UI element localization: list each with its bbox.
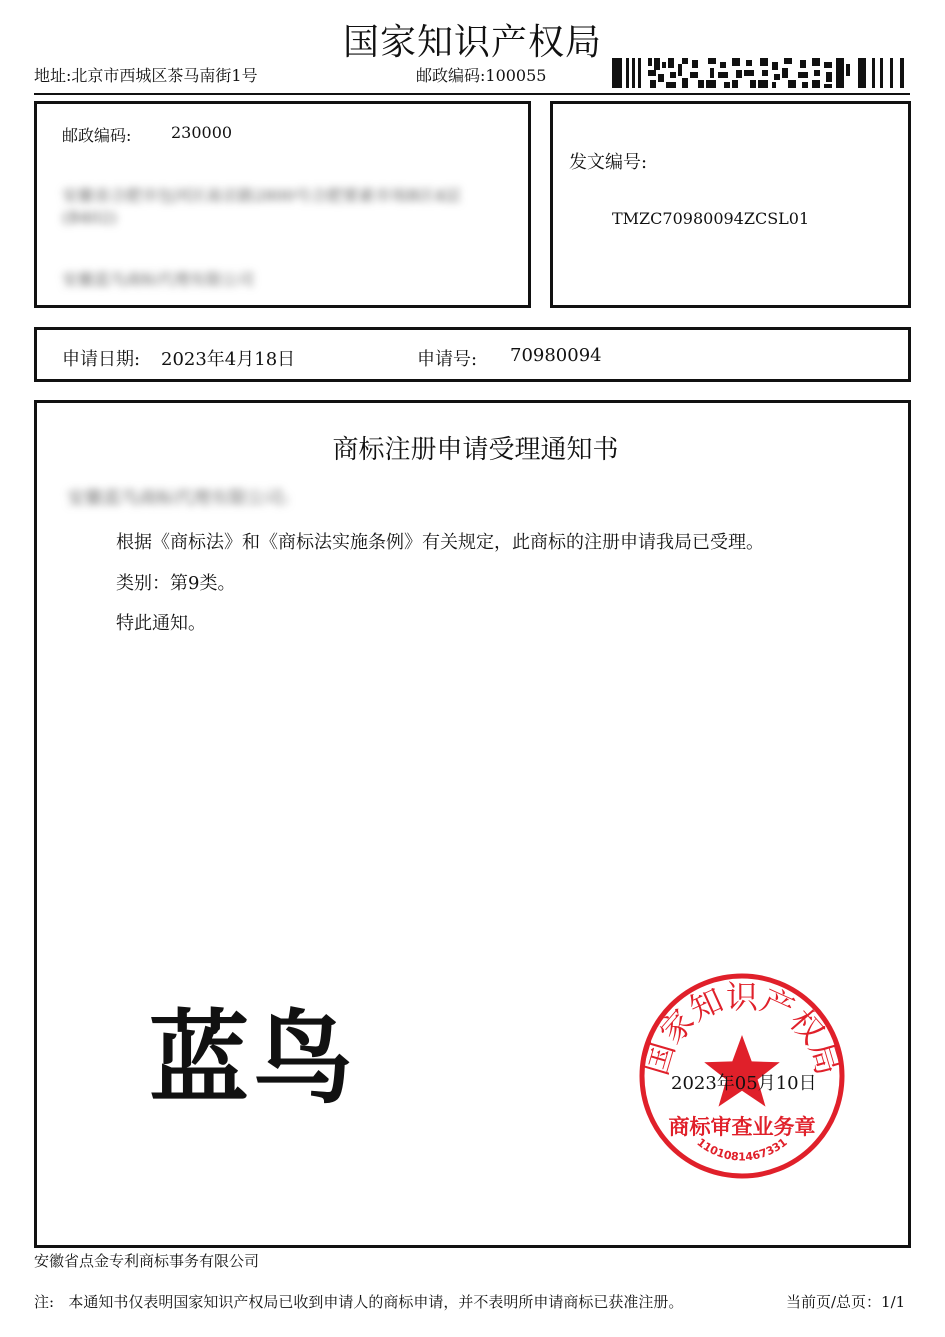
header-divider	[34, 93, 910, 95]
office-postcode: 邮政编码:100055	[416, 66, 547, 85]
notice-addressee: 安徽蓝鸟商标代理有限公司:	[67, 488, 290, 509]
notice-category: 类别：第9类。	[116, 573, 236, 594]
notice-date: 2023年05月10日	[671, 1073, 817, 1094]
document-number-box	[550, 101, 911, 308]
notice-title: 商标注册申请受理通知书	[332, 435, 619, 465]
application-date-label: 申请日期:	[62, 349, 141, 370]
barcode-image	[612, 58, 908, 88]
recipient-address-line2: (B402)	[62, 208, 117, 227]
seal-top-text: 国家知识产权局	[637, 978, 847, 1080]
seal-code: 1101081467331	[694, 1135, 790, 1164]
document-number-value: TMZC70980094ZCSL01	[612, 209, 810, 228]
notice-box	[34, 400, 911, 1248]
office-title: 国家知识产权局	[342, 22, 602, 63]
recipient-postcode-label: 邮政编码:	[62, 126, 132, 145]
application-number-value: 70980094	[510, 345, 602, 366]
notice-closing: 特此通知。	[116, 613, 206, 634]
recipient-box	[34, 101, 531, 308]
trademark-image: 蓝鸟	[149, 999, 357, 1117]
recipient-company: 安徽蓝鸟商标代理有限公司	[62, 270, 255, 289]
agency-name: 安徽省点金专利商标事务有限公司	[34, 1252, 260, 1270]
application-number-label: 申请号:	[417, 349, 478, 370]
recipient-postcode-value: 230000	[171, 123, 233, 142]
recipient-address: 安徽省合肥市包河区南京路2800号合肥要素市场B区4层	[62, 186, 461, 205]
application-date-value: 2023年4月18日	[161, 349, 296, 370]
footer-note: 注: 本通知书仅表明国家知识产权局已收到申请人的商标申请，并不表明所申请商标已获准注册。	[34, 1293, 684, 1311]
page-indicator: 当前页/总页：1/1	[786, 1293, 906, 1311]
seal-bottom-text: 商标审查业务章	[668, 1115, 816, 1139]
document-number-label: 发文编号:	[569, 152, 648, 173]
application-info-box	[34, 327, 911, 382]
notice-body: 根据《商标法》和《商标法实施条例》有关规定，此商标的注册申请我局已受理。	[116, 532, 764, 553]
office-address: 地址:北京市西城区茶马南街1号	[34, 66, 258, 85]
